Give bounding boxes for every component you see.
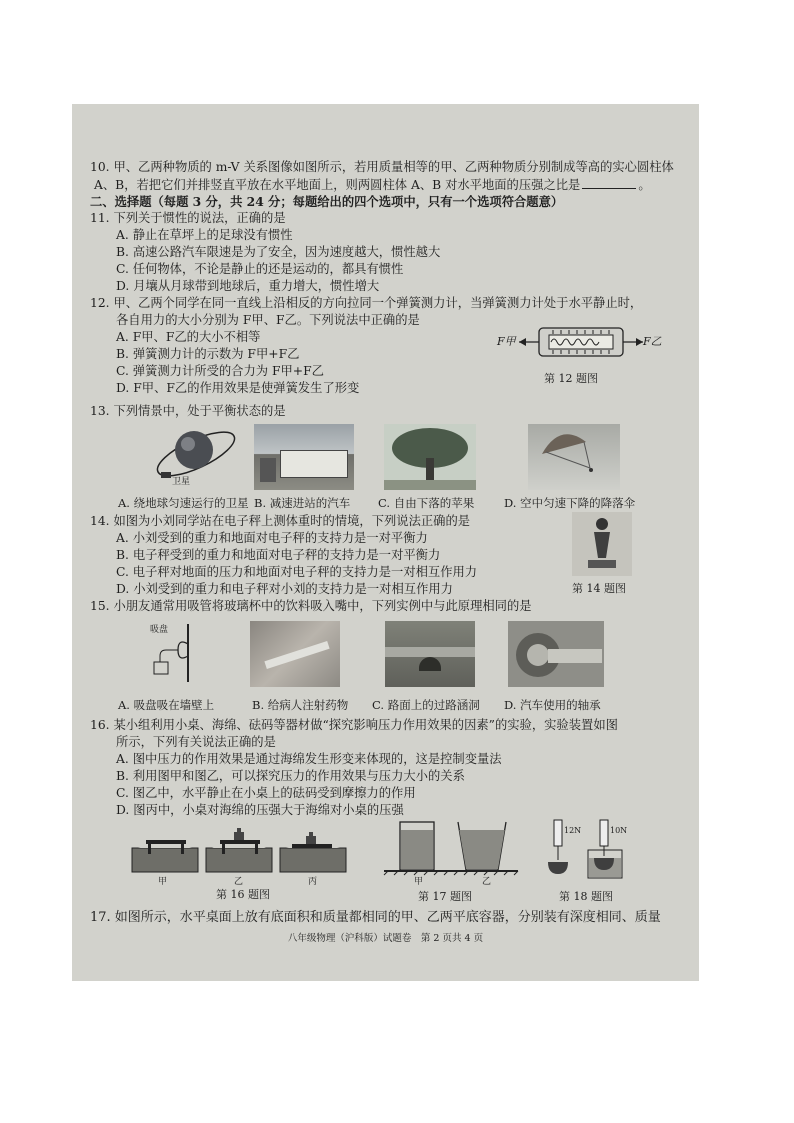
q16-option-a: A. 图中压力的作用效果是通过海绵发生形变来体现的，这是控制变量法 bbox=[116, 752, 502, 766]
containers-figure bbox=[380, 816, 520, 886]
q17-line1: 17. 如图所示，水平桌面上放有底面积和质量都相同的甲、乙两平底容器，分别装有深度相同、质量 bbox=[90, 910, 661, 925]
q16-option-b: B. 利用图甲和图乙，可以探究压力的作用效果与压力大小的关系 bbox=[116, 769, 465, 783]
bearing-photo bbox=[508, 621, 604, 687]
q12-option-c: C. 弹簧测力计所受的合力为 F甲+F乙 bbox=[116, 364, 324, 378]
apple-tree-photo bbox=[384, 424, 476, 490]
q11-stem: 11. 下列关于惯性的说法，正确的是 bbox=[90, 211, 286, 225]
q17-caption: 第 17 题图 bbox=[418, 890, 472, 903]
sponge-table-figures bbox=[130, 824, 350, 887]
page-footer: 八年级物理（沪科版）试题卷 第 2 页共 4 页 bbox=[287, 933, 484, 944]
force-right-label: F乙 bbox=[643, 335, 662, 348]
section-heading: 二、选择题（每题 3 分，共 24 分；每题给出的四个选项中，只有一个选项符合题意） bbox=[90, 194, 564, 209]
fig17-label-b: 乙 bbox=[482, 877, 492, 887]
q12-stem2: 各自用力的大小分别为 F甲、F乙。下列说法中正确的是 bbox=[116, 313, 420, 327]
q14-option-b: B. 电子秤受到的重力和地面对电子秤的支持力是一对平衡力 bbox=[116, 548, 441, 562]
q14-stem: 14. 如图为小刘同学站在电子秤上测体重时的情境，下列说法正确的是 bbox=[90, 514, 471, 528]
q12-stem1: 12. 甲、乙两个同学在同一直线上沿相反的方向拉同一个弹簧测力计，当弹簧测力计处于水平静止时， bbox=[90, 296, 643, 310]
q12-option-a: A. F甲、F乙的大小不相等 bbox=[116, 330, 261, 344]
road-icon bbox=[385, 647, 475, 657]
q13-option-d: D. 空中匀速下降的降落伞 bbox=[504, 496, 636, 510]
q11-option-c: C. 任何物体，不论是静止的还是运动的，都具有惯性 bbox=[116, 262, 404, 276]
suction-cup-figure bbox=[142, 622, 200, 686]
q12-option-d: D. F甲、F乙的作用效果是使弹簧发生了形变 bbox=[116, 381, 360, 395]
people-icon bbox=[260, 458, 276, 482]
q13-option-c: C. 自由下落的苹果 bbox=[378, 496, 475, 510]
q10-line1: 10. 甲、乙两种物质的 m-V 关系图像如图所示，若用质量相等的甲、乙两种物质分别制成等高的实心圆柱体 bbox=[90, 160, 674, 174]
q11-option-a: A. 静止在草坪上的足球没有惯性 bbox=[116, 228, 293, 242]
q13-stem: 13. 下列情景中，处于平衡状态的是 bbox=[90, 404, 286, 418]
fig17-label-a: 甲 bbox=[414, 877, 424, 887]
q16-option-d: D. 图丙中，小桌对海绵的压强大于海绵对小桌的压强 bbox=[116, 803, 404, 817]
answer-blank[interactable] bbox=[582, 177, 636, 189]
tree-icon bbox=[384, 424, 476, 490]
exam-page bbox=[72, 104, 699, 981]
q11-option-d: D. 月壤从月球带到地球后，重力增大，惯性增大 bbox=[116, 279, 380, 293]
parachute-icon bbox=[528, 424, 620, 490]
fig16-label-b: 乙 bbox=[234, 877, 244, 887]
q15-stem: 15. 小朋友通常用吸管将玻璃杯中的饮料吸入嘴中，下列实例中与此原理相同的是 bbox=[90, 599, 532, 613]
q15-option-b: B. 给病人注射药物 bbox=[252, 698, 349, 712]
fig16-label-a: 甲 bbox=[158, 877, 168, 887]
earth-orbit-icon bbox=[150, 424, 240, 492]
q14-option-c: C. 电子秤对地面的压力和地面对电子秤的支持力是一对相互作用力 bbox=[116, 565, 478, 579]
q16-option-c: C. 图乙中，水平静止在小桌上的砝码受到摩擦力的作用 bbox=[116, 786, 416, 800]
bus-station-photo bbox=[254, 424, 354, 490]
q16-caption: 第 16 题图 bbox=[216, 888, 270, 901]
reading-12n: 12N bbox=[564, 826, 582, 835]
spring-scale-weighing-figure bbox=[544, 816, 634, 886]
q15-option-a: A. 吸盘吸在墙壁上 bbox=[118, 698, 215, 712]
person-on-scale-icon bbox=[572, 512, 632, 576]
q18-caption: 第 18 题图 bbox=[559, 890, 613, 903]
syringe-icon bbox=[264, 641, 329, 669]
scale-person-photo bbox=[572, 512, 632, 576]
q10-line2-end: 。 bbox=[638, 178, 651, 192]
q13-option-a: A. 绕地球匀速运行的卫星 bbox=[118, 496, 249, 510]
q11-option-b: B. 高速公路汽车限速是为了安全，因为速度越大，惯性越大 bbox=[116, 245, 441, 259]
q12-option-b: B. 弹簧测力计的示数为 F甲+F乙 bbox=[116, 347, 300, 361]
q13-option-b: B. 减速进站的汽车 bbox=[254, 496, 351, 510]
spring-scale-icon bbox=[519, 324, 643, 360]
parachute-photo bbox=[528, 424, 620, 490]
q14-caption: 第 14 题图 bbox=[572, 582, 626, 595]
containers-icon bbox=[380, 816, 520, 876]
q14-option-a: A. 小刘受到的重力和地面对电子秤的支持力是一对平衡力 bbox=[116, 531, 428, 545]
injection-photo bbox=[250, 621, 340, 687]
reading-10n: 10N bbox=[610, 826, 628, 835]
force-left-label: F甲 bbox=[497, 335, 516, 348]
satellite-label: 卫星 bbox=[172, 477, 191, 487]
sponge-table-icons bbox=[130, 824, 350, 876]
q10-line2-text: A、B，若把它们并排竖直平放在水平地面上，则两圆柱体 A、B 对水平地面的压强之比是 bbox=[94, 178, 581, 192]
culvert-photo bbox=[385, 621, 475, 687]
q15-option-d: D. 汽车使用的轴承 bbox=[504, 698, 601, 712]
q10-line2 bbox=[94, 177, 651, 193]
q16-stem2: 所示，下列有关说法正确的是 bbox=[116, 735, 276, 749]
culvert-icon bbox=[419, 657, 441, 671]
q12-caption: 第 12 题图 bbox=[544, 372, 598, 385]
spring-scale-figure bbox=[497, 322, 667, 362]
bearing-icon bbox=[508, 621, 604, 687]
q16-stem1: 16. 某小组利用小桌、海绵、砝码等器材做“探究影响压力作用效果的因素”的实验，实验装置如图 bbox=[90, 718, 618, 732]
fig16-label-c: 丙 bbox=[308, 877, 318, 887]
suction-cup-label: 吸盘 bbox=[150, 625, 169, 635]
q14-option-d: D. 小刘受到的重力和电子秤对小刘的支持力是一对相互作用力 bbox=[116, 582, 453, 596]
bus-icon bbox=[280, 450, 348, 478]
q15-option-c: C. 路面上的过路涵洞 bbox=[372, 698, 480, 712]
satellite-earth-image bbox=[150, 424, 240, 492]
